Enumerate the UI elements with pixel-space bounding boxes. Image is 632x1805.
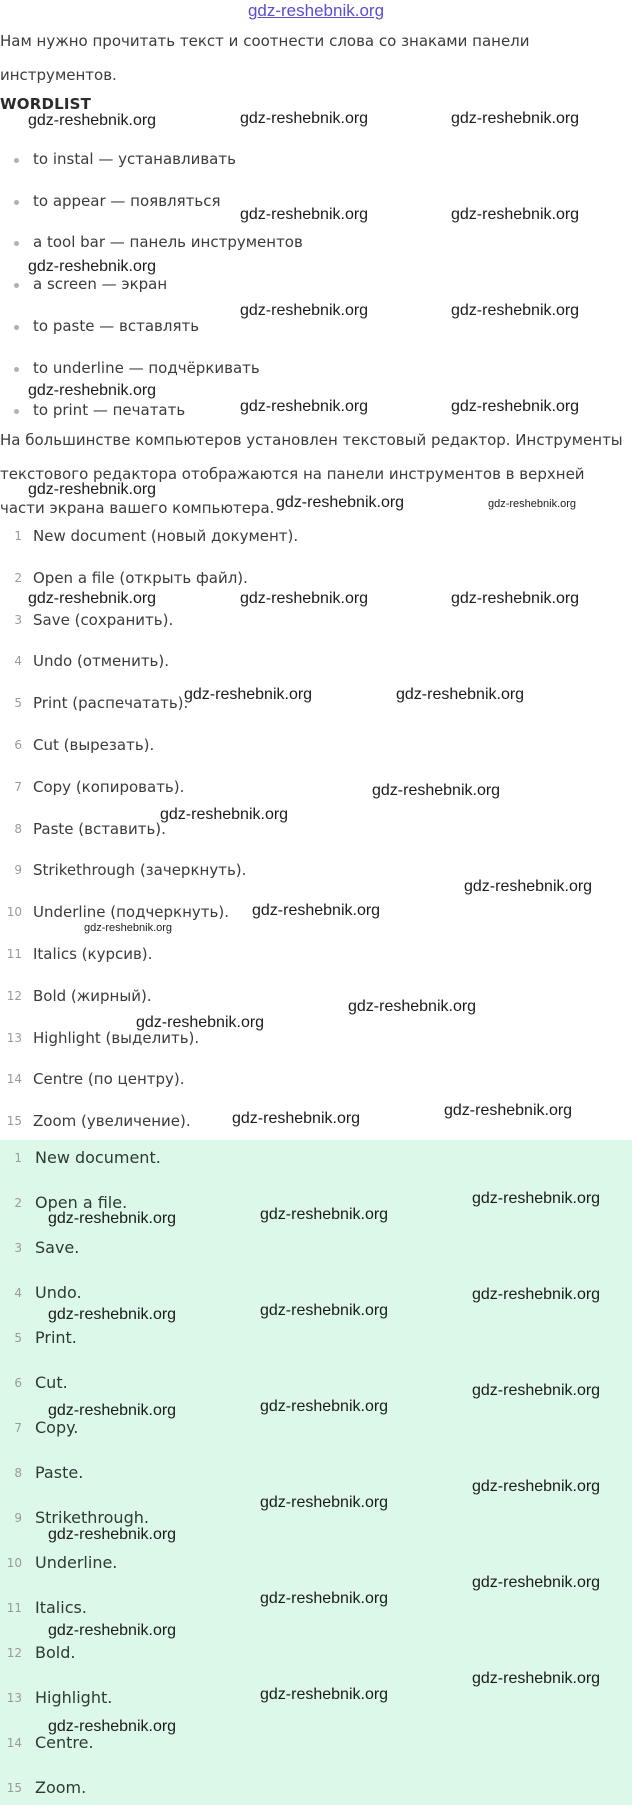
item-number: 4	[14, 1286, 22, 1300]
watermark: gdz-reshebnik.org	[48, 1526, 177, 1543]
item-text: Save (сохранить).	[33, 611, 174, 629]
watermark: gdz-reshebnik.org	[260, 1494, 389, 1511]
item-number: 15	[6, 1114, 22, 1128]
watermark: gdz-reshebnik.org	[451, 398, 580, 415]
watermark: gdz-reshebnik.org	[136, 1014, 265, 1031]
watermark: gdz-reshebnik.org	[48, 1718, 177, 1735]
item-number: 5	[14, 696, 22, 710]
watermark: gdz-reshebnik.org	[472, 1670, 601, 1687]
watermark: gdz-reshebnik.org	[240, 302, 369, 319]
watermark: gdz-reshebnik.org	[232, 1110, 361, 1127]
bullet-icon	[14, 158, 19, 163]
watermark: gdz-reshebnik.org	[472, 1574, 601, 1591]
item-text: Undo.	[35, 1283, 82, 1302]
watermark: gdz-reshebnik.org	[48, 1402, 177, 1419]
item-text: Centre.	[35, 1733, 94, 1752]
item-text: Bold.	[35, 1643, 76, 1662]
item-number: 10	[6, 1556, 22, 1570]
item-number: 1	[14, 1151, 22, 1165]
item-text: Highlight.	[35, 1688, 113, 1707]
item-text: Cut (вырезать).	[33, 736, 155, 754]
item-text: Italics (курсив).	[33, 945, 153, 963]
item-text: Strikethrough.	[35, 1508, 149, 1527]
item-text: Open a file (открыть файл).	[33, 569, 248, 587]
item-number: 14	[6, 1072, 22, 1086]
watermark: gdz-reshebnik.org	[472, 1478, 601, 1495]
watermark: gdz-reshebnik.org	[252, 902, 381, 919]
watermark: gdz-reshebnik.org	[444, 1102, 573, 1119]
item-number: 7	[14, 1421, 22, 1435]
item-number: 6	[14, 738, 22, 752]
watermark: gdz-reshebnik.org	[464, 878, 593, 895]
watermark: gdz-reshebnik.org	[260, 1398, 389, 1415]
bullet-icon	[14, 367, 19, 372]
watermark: gdz-reshebnik.org	[396, 686, 525, 703]
item-number: 3	[14, 1241, 22, 1255]
item-text: Paste (вставить).	[33, 820, 166, 838]
item-number: 9	[14, 1511, 22, 1525]
watermark: gdz-reshebnik.org	[488, 498, 577, 510]
watermark: gdz-reshebnik.org	[451, 302, 580, 319]
item-text: Print (распечатать).	[33, 694, 189, 712]
item-number: 12	[6, 989, 22, 1003]
item-text: Copy (копировать).	[33, 778, 185, 796]
watermark: gdz-reshebnik.org	[28, 258, 157, 275]
watermark: gdz-reshebnik.org	[240, 206, 369, 223]
item-number: 11	[6, 947, 22, 961]
watermark: gdz-reshebnik.org	[84, 922, 173, 934]
intro-text: Нам нужно прочитать текст и соотнести слова со знаками панели инструментов.	[0, 32, 530, 84]
watermark: gdz-reshebnik.org	[472, 1190, 601, 1207]
item-number: 8	[14, 1466, 22, 1480]
item-number: 15	[6, 1781, 22, 1795]
item-text: Underline.	[35, 1553, 118, 1572]
item-text: Strikethrough (зачеркнуть).	[33, 861, 247, 879]
bullet-icon	[14, 409, 19, 414]
watermark: gdz-reshebnik.org	[240, 398, 369, 415]
item-text: New document (новый документ).	[33, 527, 299, 545]
item-number: 9	[14, 863, 22, 877]
watermark: gdz-reshebnik.org	[28, 590, 157, 607]
item-number: 1	[14, 529, 22, 543]
watermark: gdz-reshebnik.org	[451, 110, 580, 127]
bullet-icon	[14, 325, 19, 330]
watermark: gdz-reshebnik.org	[260, 1206, 389, 1223]
item-text: Cut.	[35, 1373, 68, 1392]
watermark: gdz-reshebnik.org	[260, 1302, 389, 1319]
editor-paragraph: На большинстве компьютеров установлен текстовый редактор. Инструменты текстового редактора отображаются на панели инструментов в верхней части экрана вашего компьютера.	[0, 431, 623, 517]
watermark: gdz-reshebnik.org	[48, 1622, 177, 1639]
watermark: gdz-reshebnik.org	[28, 481, 157, 498]
item-number: 13	[6, 1031, 22, 1045]
watermark: gdz-reshebnik.org	[472, 1382, 601, 1399]
item-text: Open a file.	[35, 1193, 128, 1212]
watermark: gdz-reshebnik.org	[160, 806, 289, 823]
watermark: gdz-reshebnik.org	[48, 1306, 177, 1323]
watermark: gdz-reshebnik.org	[184, 686, 313, 703]
item-number: 6	[14, 1376, 22, 1390]
item-number: 2	[14, 1196, 22, 1210]
watermark: gdz-reshebnik.org	[240, 110, 369, 127]
item-text: New document.	[35, 1148, 161, 1167]
item-number: 14	[6, 1736, 22, 1750]
watermark: gdz-reshebnik.org	[28, 382, 157, 399]
item-text: Highlight (выделить).	[33, 1029, 200, 1047]
item-text: Zoom.	[35, 1778, 87, 1797]
item-number: 12	[6, 1646, 22, 1660]
item-number: 3	[14, 613, 22, 627]
item-number: 10	[6, 905, 22, 919]
item-text: Underline (подчеркнуть).	[33, 903, 230, 921]
answer-block	[0, 1140, 632, 1805]
watermark: gdz-reshebnik.org	[451, 206, 580, 223]
item-text: Bold (жирный).	[33, 987, 152, 1005]
item-number: 2	[14, 571, 22, 585]
item-text: Copy.	[35, 1418, 79, 1437]
item-number: 11	[6, 1601, 22, 1615]
item-text: Zoom (увеличение).	[33, 1112, 191, 1130]
item-number: 8	[14, 822, 22, 836]
bullet-icon	[14, 283, 19, 288]
item-number: 5	[14, 1331, 22, 1345]
wordlist-title: WORDLIST	[0, 95, 92, 113]
watermark: gdz-reshebnik.org	[48, 1210, 177, 1227]
item-text: Save.	[35, 1238, 80, 1257]
watermark: gdz-reshebnik.org	[372, 782, 501, 799]
item-number: 13	[6, 1691, 22, 1705]
watermark: gdz-reshebnik.org	[472, 1286, 601, 1303]
watermark: gdz-reshebnik.org	[348, 998, 477, 1015]
bullet-icon	[14, 241, 19, 246]
item-text: Paste.	[35, 1463, 84, 1482]
item-text: Italics.	[35, 1598, 87, 1617]
watermark: gdz-reshebnik.org	[260, 1686, 389, 1703]
watermark: gdz-reshebnik.org	[240, 590, 369, 607]
item-number: 7	[14, 780, 22, 794]
watermark: gdz-reshebnik.org	[28, 112, 157, 129]
site-link[interactable]: gdz-reshebnik.org	[247, 1, 385, 20]
item-text: Undo (отменить).	[33, 652, 170, 670]
watermark: gdz-reshebnik.org	[260, 1590, 389, 1607]
item-number: 4	[14, 654, 22, 668]
item-text: Centre (по центру).	[33, 1070, 185, 1088]
watermark: gdz-reshebnik.org	[276, 494, 405, 511]
watermark: gdz-reshebnik.org	[451, 590, 580, 607]
bullet-icon	[14, 200, 19, 205]
item-text: Print.	[35, 1328, 77, 1347]
